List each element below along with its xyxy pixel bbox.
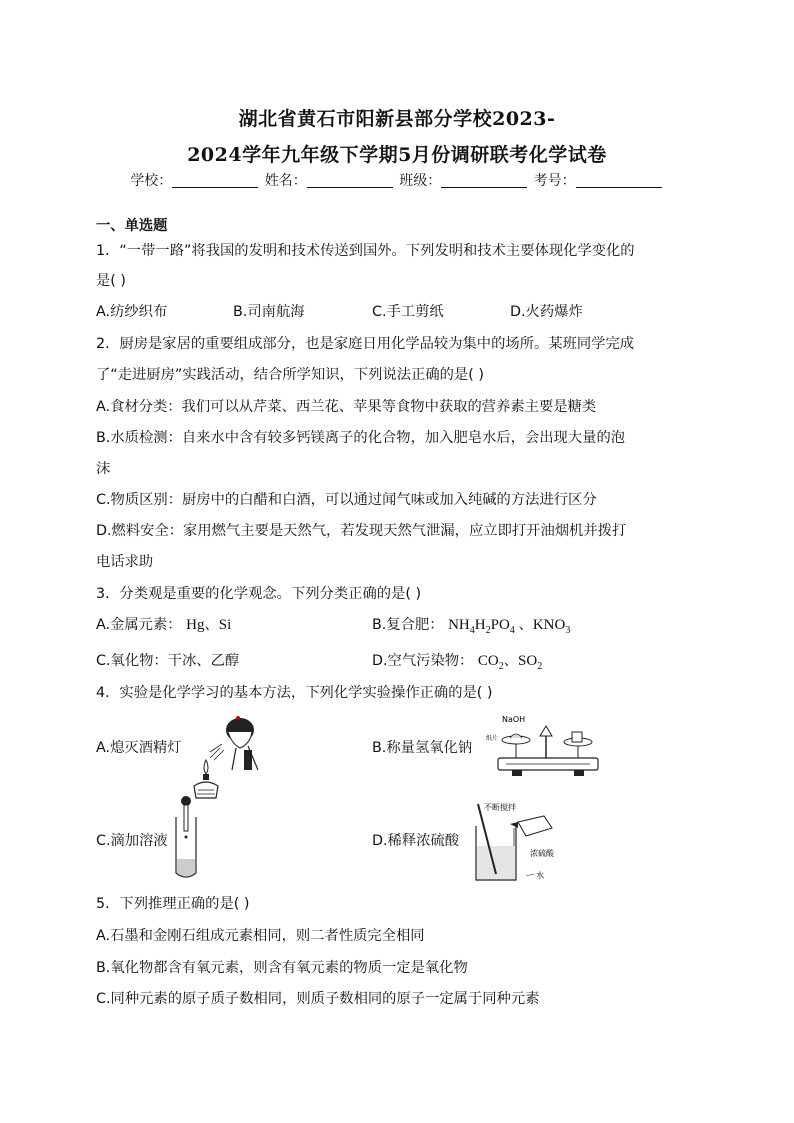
q3-option-b[interactable] — [372, 614, 570, 636]
q3-option-a[interactable] — [96, 614, 231, 634]
q3-option-d[interactable] — [372, 650, 542, 672]
q1-option-c[interactable]: C.手工剪纸 — [372, 304, 444, 320]
acid-label: 浓硫酸 — [530, 849, 554, 858]
separator: 、 — [204, 617, 219, 633]
q2-option-d-line1[interactable]: D.燃料安全：家用燃气主要是天然气，若发现天然气泄漏，应立即打开油烟机并拨打 — [96, 523, 627, 539]
q2-stem-line1: 2．厨房是家居的重要组成部分，也是家庭日用化学品较为集中的场所。某班同学完成 — [96, 336, 635, 352]
alcohol-lamp-figure — [192, 710, 272, 805]
student-info-row — [0, 170, 794, 190]
q4-option-c[interactable]: C.滴加溶液 — [96, 833, 168, 849]
name-label: 姓名： — [264, 173, 307, 189]
school-label: 学校： — [130, 173, 173, 189]
paper-label: 纸片 — [486, 735, 499, 742]
exam-title-line1: 湖北省黄石市阳新县部分学校2023- — [238, 108, 556, 130]
q2-option-c[interactable]: C.物质区别：厨房中的白醋和白酒，可以通过闻气味或加入纯碱的方法进行区分 — [96, 492, 597, 508]
dropper-figure — [172, 793, 202, 881]
q5-option-b[interactable]: B.氧化物都含有氧元素，则含有氧元素的物质一定是氧化物 — [96, 960, 468, 976]
class-label: 班级： — [399, 173, 442, 189]
water-label: 水 — [536, 871, 544, 880]
separator: 、 — [518, 617, 533, 633]
q4-option-d[interactable]: D.稀释浓硫酸 — [372, 833, 460, 849]
q1-option-d[interactable]: D.火药爆炸 — [510, 304, 583, 320]
q4-option-a[interactable]: A.熄灭酒精灯 — [96, 740, 182, 756]
q3-formula-si: Si — [218, 617, 232, 633]
q5-option-c[interactable]: C.同种元素的原子质子数相同，则质子数相同的原子一定属于同种元素 — [96, 991, 540, 1007]
q1-stem-line2: 是( ) — [96, 273, 126, 289]
exam-number-blank[interactable] — [576, 173, 662, 188]
exam-title-line2: 2024学年九年级下学期5月份调研联考化学试卷 — [187, 144, 607, 166]
q5-option-a[interactable]: A.石墨和金刚石组成元素相同，则二者性质完全相同 — [96, 928, 425, 944]
q3-formula-nh4h2po4: $NH_4H_2PO_4$ — [448, 617, 515, 636]
q3-formula-so2: $SO_2$ — [518, 653, 543, 672]
q2-stem-line2: 了“走进厨房”实践活动，结合所学知识，下列说法正确的是( ) — [96, 367, 484, 383]
dilution-figure — [470, 798, 580, 886]
q2-option-b-line2[interactable]: 沫 — [96, 461, 111, 477]
q4-stem: 4．实验是化学学习的基本方法，下列化学实验操作正确的是( ) — [96, 685, 493, 701]
q1-option-b[interactable]: B.司南航海 — [233, 304, 305, 320]
q1-stem-line1: 1．“一带一路”将我国的发明和技术传送到国外。下列发明和技术主要体现化学变化的 — [96, 243, 635, 259]
q3-formula-kno3: $KNO_3$ — [532, 617, 571, 636]
q3-option-b-label: B.复合肥： — [372, 617, 444, 633]
q3-formula-co2: $CO_2$ — [477, 653, 504, 672]
q2-option-d-line2[interactable]: 电话求助 — [96, 554, 154, 570]
exam-number-label: 考号： — [533, 173, 576, 189]
q3-formula-hg: Hg — [186, 617, 205, 633]
naoh-label: NaOH — [502, 715, 526, 724]
q3-option-c[interactable]: C.氧化物：干冰、乙醇 — [96, 653, 240, 669]
name-blank[interactable] — [307, 173, 393, 188]
q2-option-b-line1[interactable]: B.水质检测：自来水中含有较多钙镁离子的化合物，加入肥皂水后，会出现大量的泡 — [96, 430, 626, 446]
separator: 、 — [503, 653, 519, 669]
q4-option-b[interactable]: B.称量氢氧化钠 — [372, 740, 473, 756]
q5-stem: 5．下列推理正确的是( ) — [96, 896, 250, 912]
section-title: 一、单选题 — [96, 218, 168, 234]
q3-option-d-label: D.空气污染物： — [372, 653, 474, 669]
stir-label: 不断搅拌 — [484, 803, 516, 812]
q2-option-a[interactable]: A.食材分类：我们可以从芹菜、西兰花、苹果等食物中获取的营养素主要是糖类 — [96, 399, 597, 415]
balance-figure — [486, 712, 606, 782]
q3-stem: 3．分类观是重要的化学观念。下列分类正确的是( ) — [96, 586, 422, 602]
q3-option-a-label: A.金属元素： — [96, 617, 182, 633]
school-blank[interactable] — [172, 173, 258, 188]
q1-option-a[interactable]: A.纺纱织布 — [96, 304, 168, 320]
class-blank[interactable] — [441, 173, 527, 188]
